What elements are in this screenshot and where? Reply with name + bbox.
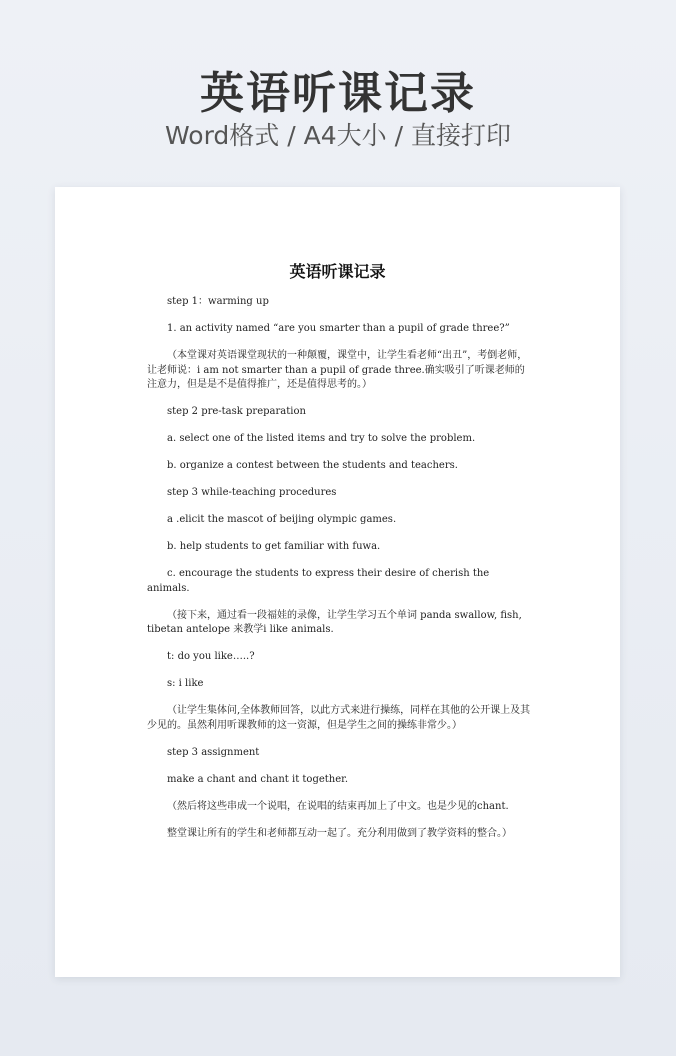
paragraph-item-b: b. organize a contest between the students and teachers. [167, 460, 458, 471]
document-page [55, 187, 620, 977]
paragraph-dialogue-s: s: i like [167, 678, 204, 689]
paragraph-activity: 1. an activity named “are you smarter than a pupil of grade three?” [167, 323, 510, 334]
paragraph-comment-3: （让学生集体问,全体教师回答，以此方式来进行操练，同样在其他的公开课上及其少见的。虽然利用听课教师的这一资源，但是学生之间的操练非常少。） [147, 705, 531, 731]
paragraph-help: b. help students to get familiar with fuwa. [167, 541, 381, 552]
paragraph-step1: step 1：warming up [167, 296, 269, 307]
banner-subtitle: Word格式 / A4大小 / 直接打印 [165, 121, 511, 150]
paragraph-step2: step 2 pre-task preparation [167, 406, 306, 417]
paragraph-step3: step 3 while-teaching procedures [167, 487, 337, 498]
paragraph-chant: make a chant and chant it together. [167, 773, 348, 785]
document-title: 英语听课记录 [289, 262, 386, 281]
document-body [147, 295, 531, 854]
paragraph-dialogue-t: t: do you like…..? [167, 651, 255, 662]
paragraph-elicit: a .elicit the mascot of beijing olympic games. [167, 514, 397, 525]
paragraph-comment-4: （然后将这些串成一个说唱，在说唱的结束再加上了中文。也是少见的chant. [167, 800, 509, 812]
paragraph-summary: 整堂课让所有的学生和老师都互动一起了。充分利用做到了教学资料的整合。） [167, 827, 512, 839]
paragraph-comment-1: （本堂课对英语课堂现状的一种颠覆，课堂中，让学生看老师“出丑”，考倒老师，让老师说：i am not smarter than a pupil of grade three.确实吸引了听课老师的注意力，但是是不是值得推广，还是值得思考的。） [147, 350, 528, 390]
banner-title: 英语听课记录 [200, 68, 476, 119]
paragraph-assignment: step 3 assignment [167, 746, 260, 758]
paragraph-item-a: a. select one of the listed items and try to solve the problem. [167, 433, 476, 444]
paragraph-comment-2: （接下来，通过看一段福娃的录像，让学生学习五个单词 panda swallow, fish, tibetan antelope 来教学i like animals. [147, 609, 522, 635]
paragraph-encourage: c. encourage the students to express their desire of cherish the animals. [147, 568, 490, 594]
